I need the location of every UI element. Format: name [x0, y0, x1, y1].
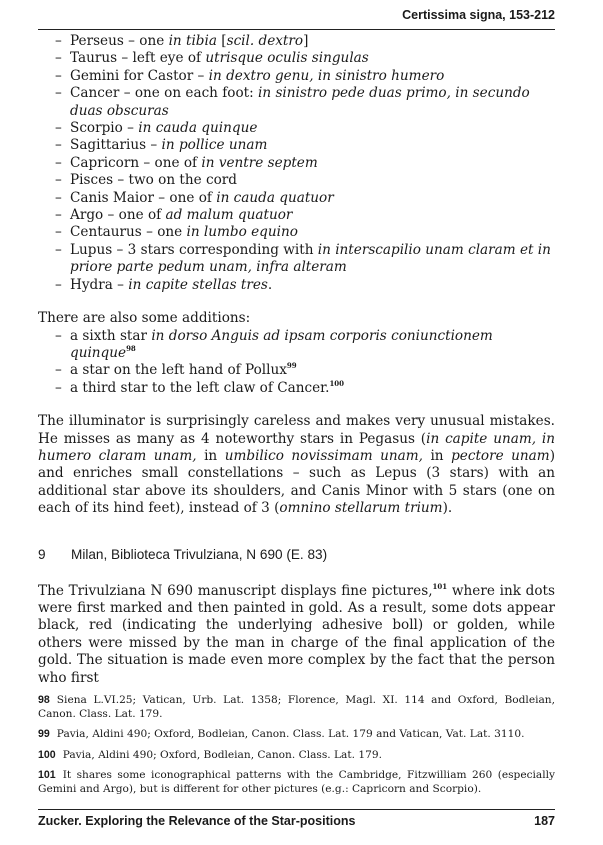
list-item — [38, 277, 555, 294]
footnote-text: It shares some iconographical patterns with the Cambridge, Fitzwilliam 260 (especially Gemini and Argo), but is different for other pictures (e.g.: Capricorn and Scorpio). — [38, 769, 555, 795]
text-run: The Trivulziana N 690 manuscript displays fine pictures, — [38, 582, 433, 599]
text-run: ) and enriches small constellations – such as Lepus (3 stars) with an additional star above its shoulders, and Canis Minor with 5 stars (one on each of its hind feet), instead of 3 ( — [38, 447, 555, 517]
footnote — [38, 694, 555, 721]
footnote-text: Siena L.VI.25; Vatican, Urb. Lat. 1358; Florence, Magl. XI. 114 and Oxford, Bodleian, Canon. Class. Lat. 179. — [38, 694, 555, 720]
addition-item — [38, 380, 555, 397]
illuminator-paragraph — [38, 413, 555, 517]
latin-run: pectore unam — [451, 447, 550, 464]
list-item — [38, 207, 555, 224]
item-latin: in sinistro pede duas primo, in secundo duas obscuras — [70, 85, 530, 119]
latin-run: in capite unam, in humero claram unam, — [38, 430, 555, 464]
footnote-ref[interactable]: 100 — [329, 378, 345, 388]
running-head — [38, 0, 555, 30]
text-run: The illuminator is surprisingly careless and makes very unusual mistakes. He misses as many as 4 noteworthy stars in Pegasus ( — [38, 413, 555, 447]
item-latin: in lumbo equino — [186, 224, 298, 241]
footnote — [38, 728, 555, 742]
list-item — [38, 68, 555, 85]
latin-run: umbilico novissimam unam, — [224, 447, 423, 464]
list-item — [38, 33, 555, 50]
item-tail: . — [267, 276, 273, 293]
main-text — [38, 33, 555, 687]
footnote-ref[interactable]: 99 — [286, 361, 297, 371]
item-latin: in dextro genu, in sinistro humero — [208, 67, 445, 84]
item-tail: [ — [216, 33, 227, 49]
item-latin: in tibia — [168, 33, 217, 49]
item-text: Gemini for Castor – — [70, 67, 209, 84]
item-text: Taurus – left eye of — [70, 50, 206, 67]
list-item — [38, 155, 555, 172]
item-text: Centaurus – one — [70, 224, 187, 241]
item-latin: in cauda quinque — [138, 120, 258, 137]
constellation-list — [38, 33, 555, 294]
list-item — [38, 172, 555, 189]
item-latin: in capite stellas tres — [128, 276, 268, 293]
list-item — [38, 224, 555, 241]
item-latin: in pollice unam — [161, 137, 268, 154]
running-foot-title: Zucker. Exploring the Relevance of the Star-positions — [38, 814, 356, 828]
item-latin: in dorso Anguis ad ipsam corporis coniunctionem quinque — [70, 327, 493, 361]
footnote-ref[interactable]: 98 — [126, 343, 136, 353]
latin-run: omnino stellarum trium — [279, 500, 443, 517]
item-latin: in interscapilio unam claram et in priore parte pedum unam, infra alteram — [70, 241, 551, 276]
running-foot — [38, 809, 555, 830]
item-text: Capricorn – one of — [70, 154, 202, 171]
addition-item — [38, 362, 555, 379]
running-head-title: Certissima signa, 153-212 — [402, 8, 555, 22]
item-text: Lupus – 3 stars corresponding with — [70, 241, 318, 258]
additions-list — [38, 328, 555, 398]
footnote-text: Pavia, Aldini 490; Oxford, Bodleian, Canon. Class. Lat. 179. — [62, 748, 382, 761]
list-item — [38, 50, 555, 67]
additions-intro: There are also some additions: — [38, 310, 251, 327]
list-item — [38, 85, 555, 120]
item-text: a sixth star — [70, 327, 152, 344]
text-run: in — [422, 447, 452, 464]
text-run: where ink dots were first marked and then painted in gold. As a result, some dots appear black, red (indicating the underlying adhesive boll) or golden, while others were missed by the man in charge of the final application of the gold. The situation is made even more complex by the fact that the person who first — [38, 582, 555, 686]
list-item — [38, 137, 555, 154]
footnote-ref[interactable]: 101 — [432, 581, 448, 591]
item-tail-latin: scil. dextro — [226, 33, 304, 49]
footnote — [38, 769, 555, 796]
footnote-text: Pavia, Aldini 490; Oxford, Bodleian, Canon. Class. Lat. 179 and Vatican, Vat. Lat. 3110. — [56, 728, 525, 741]
item-text: Perseus – one — [70, 33, 169, 49]
footnote-number: 100 — [38, 748, 56, 761]
list-item — [38, 120, 555, 137]
item-text: Pisces – two on the cord — [70, 172, 237, 189]
item-latin: utrisque oculis singulas — [205, 50, 369, 67]
list-item — [38, 242, 555, 277]
trivulziana-paragraph — [38, 583, 555, 687]
list-item — [38, 190, 555, 207]
text-run: ). — [442, 500, 453, 517]
footnote-number: 101 — [38, 769, 56, 782]
text-run: in — [196, 447, 225, 464]
item-text: Canis Maior – one of — [70, 189, 217, 206]
item-text: a third star to the left claw of Cancer. — [70, 379, 330, 396]
item-text: Cancer – one on each foot: — [70, 85, 259, 102]
section-title: Milan, Biblioteca Trivulziana, N 690 (E. 83) — [71, 546, 328, 562]
item-text: Scorpio – — [70, 120, 139, 137]
item-tail: ] — [303, 33, 309, 49]
footnote-number: 99 — [38, 728, 50, 741]
item-text: Hydra – — [70, 276, 129, 293]
item-latin: ad malum quatuor — [165, 207, 293, 224]
item-text: Sagittarius – — [70, 137, 162, 154]
section-heading — [38, 546, 555, 563]
page-number: 187 — [534, 814, 555, 828]
addition-item — [38, 328, 555, 363]
footnotes — [38, 694, 555, 804]
footnote-number: 98 — [38, 694, 50, 706]
item-text: Argo – one of — [70, 207, 166, 224]
section-number: 9 — [38, 546, 46, 562]
item-latin: in ventre septem — [201, 154, 318, 171]
item-latin: in cauda quatuor — [216, 189, 334, 206]
footnote — [38, 749, 555, 763]
item-text: a star on the left hand of Pollux — [70, 362, 287, 379]
